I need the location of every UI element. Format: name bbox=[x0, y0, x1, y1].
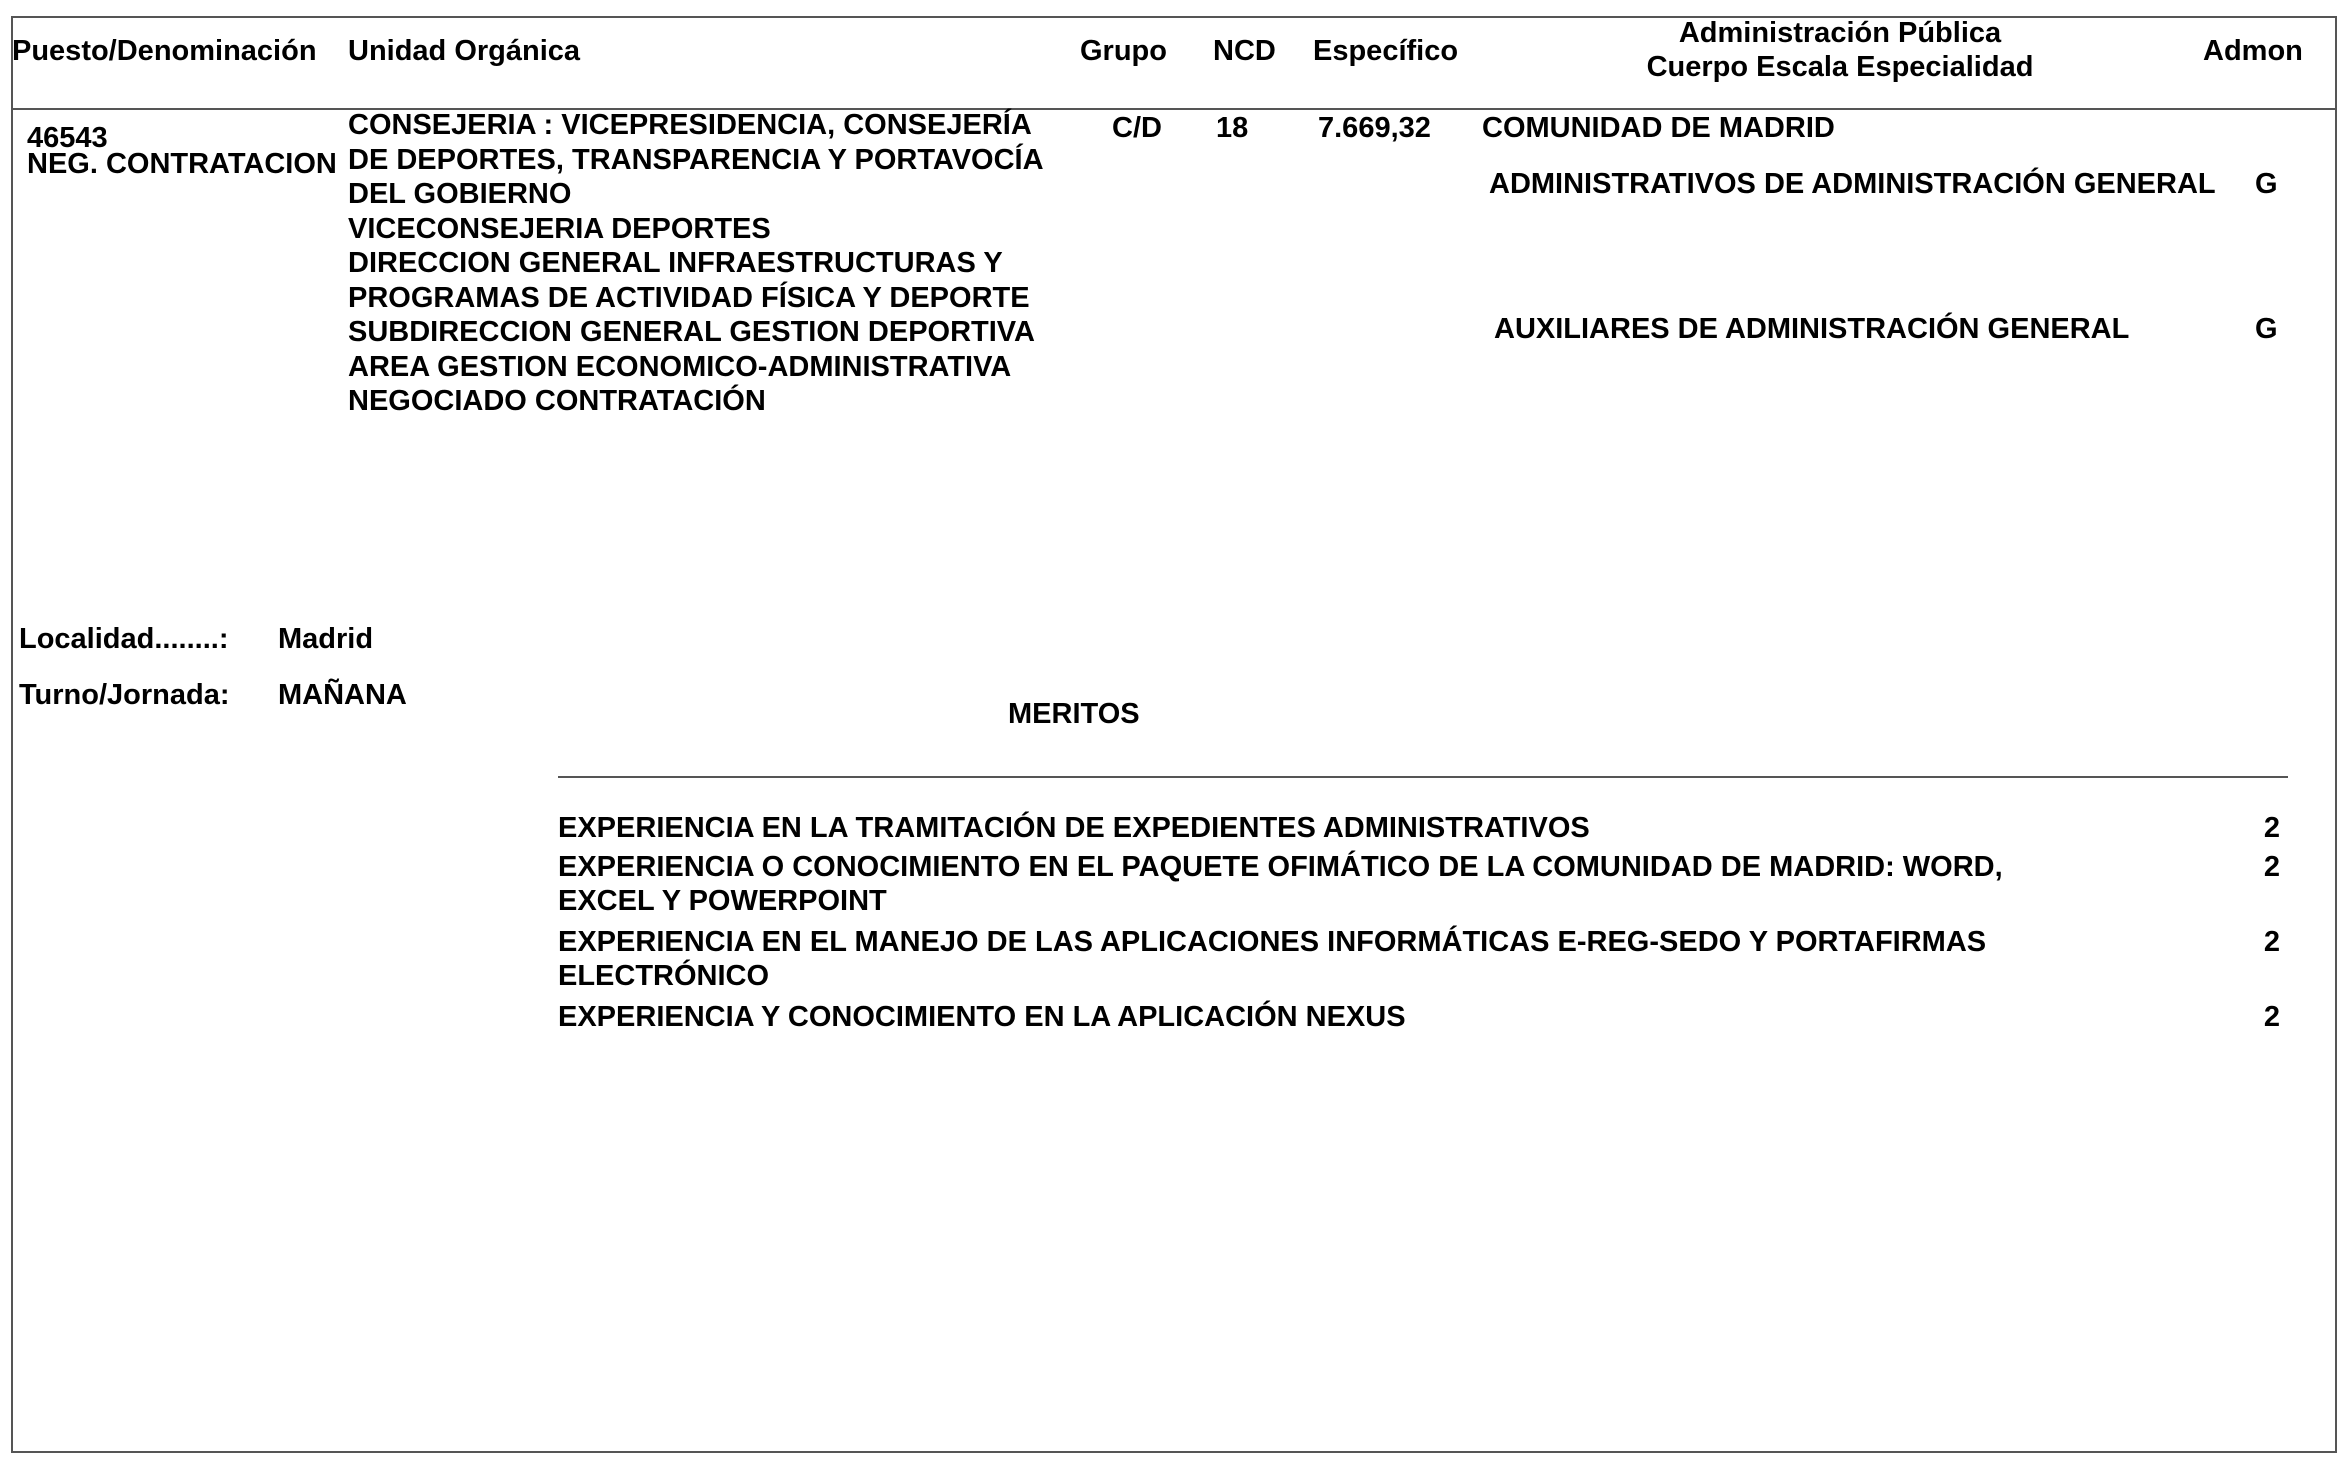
unidad-line: AREA GESTION ECONOMICO-ADMINISTRATIVA bbox=[348, 350, 1012, 383]
unidad-line: DE DEPORTES, TRANSPARENCIA Y PORTAVOCÍA bbox=[348, 143, 1044, 176]
merito-line: EXPERIENCIA Y CONOCIMIENTO EN LA APLICACIÓN NEXUS bbox=[558, 1001, 1406, 1033]
header-especifico: Específico bbox=[1313, 35, 1459, 67]
unidad-line: NEGOCIADO CONTRATACIÓN bbox=[348, 385, 766, 417]
unidad-organica bbox=[348, 108, 1044, 419]
especifico-value: 7.669,32 bbox=[1318, 112, 1431, 144]
ncd-value: 18 bbox=[1216, 112, 1249, 144]
puesto-denominacion: NEG. CONTRATACION bbox=[27, 148, 337, 180]
header-admon: Admon bbox=[2203, 35, 2303, 67]
cuerpo-nombre: ADMINISTRATIVOS DE ADMINISTRACIÓN GENERAL bbox=[1489, 168, 2216, 200]
unidad-line: DIRECCION GENERAL INFRAESTRUCTURAS Y bbox=[348, 247, 1003, 279]
grupo-value: C/D bbox=[1112, 112, 1162, 144]
header-admin-line1: Administración Pública bbox=[1678, 17, 2002, 49]
meritos-title: MERITOS bbox=[1008, 698, 1140, 730]
cuerpo-admon: G bbox=[2255, 168, 2278, 200]
localidad-label: Localidad........: bbox=[19, 623, 229, 655]
merito-line: EXPERIENCIA O CONOCIMIENTO EN EL PAQUETE OFIMÁTICO DE LA COMUNIDAD DE MADRID: WORD, bbox=[558, 851, 2003, 883]
cuerpo-nombre: AUXILIARES DE ADMINISTRACIÓN GENERAL bbox=[1494, 313, 2130, 345]
meritos-divider bbox=[558, 776, 2288, 778]
turno-value: MAÑANA bbox=[278, 679, 407, 711]
administracion-value: COMUNIDAD DE MADRID bbox=[1482, 112, 1835, 144]
merito-item bbox=[558, 1000, 1406, 1034]
turno-label: Turno/Jornada: bbox=[19, 679, 230, 711]
merito-line: EXPERIENCIA EN LA TRAMITACIÓN DE EXPEDIENTES ADMINISTRATIVOS bbox=[558, 812, 1590, 844]
header-puesto: Puesto/Denominación bbox=[12, 35, 317, 67]
merito-item bbox=[558, 811, 1590, 845]
header-grupo: Grupo bbox=[1080, 35, 1167, 67]
merito-puntos: 2 bbox=[2263, 1001, 2280, 1033]
cuerpo-admon: G bbox=[2255, 313, 2278, 345]
unidad-line: SUBDIRECCION GENERAL GESTION DEPORTIVA bbox=[348, 316, 1035, 348]
merito-puntos: 2 bbox=[2263, 812, 2280, 844]
merito-item bbox=[558, 850, 2003, 918]
unidad-line: CONSEJERIA : VICEPRESIDENCIA, CONSEJERÍA bbox=[348, 109, 1032, 141]
merito-line: EXPERIENCIA EN EL MANEJO DE LAS APLICACIONES INFORMÁTICAS E-REG-SEDO Y PORTAFIRMAS bbox=[558, 926, 1987, 958]
header-admin-line2: Cuerpo Escala Especialidad bbox=[1646, 51, 2034, 83]
merito-puntos: 2 bbox=[2263, 926, 2280, 958]
header-ncd: NCD bbox=[1213, 35, 1276, 67]
puesto-codigo: 46543 bbox=[27, 122, 108, 154]
merito-item bbox=[558, 925, 1986, 993]
unidad-line: VICECONSEJERIA DEPORTES bbox=[348, 212, 771, 245]
unidad-line: PROGRAMAS DE ACTIVIDAD FÍSICA Y DEPORTE bbox=[348, 281, 1030, 314]
merito-line: EXCEL Y POWERPOINT bbox=[558, 885, 887, 917]
merito-puntos: 2 bbox=[2263, 851, 2280, 883]
header-unidad: Unidad Orgánica bbox=[348, 35, 581, 67]
merito-line: ELECTRÓNICO bbox=[558, 960, 770, 992]
localidad-value: Madrid bbox=[278, 623, 374, 655]
unidad-line: DEL GOBIERNO bbox=[348, 178, 572, 210]
